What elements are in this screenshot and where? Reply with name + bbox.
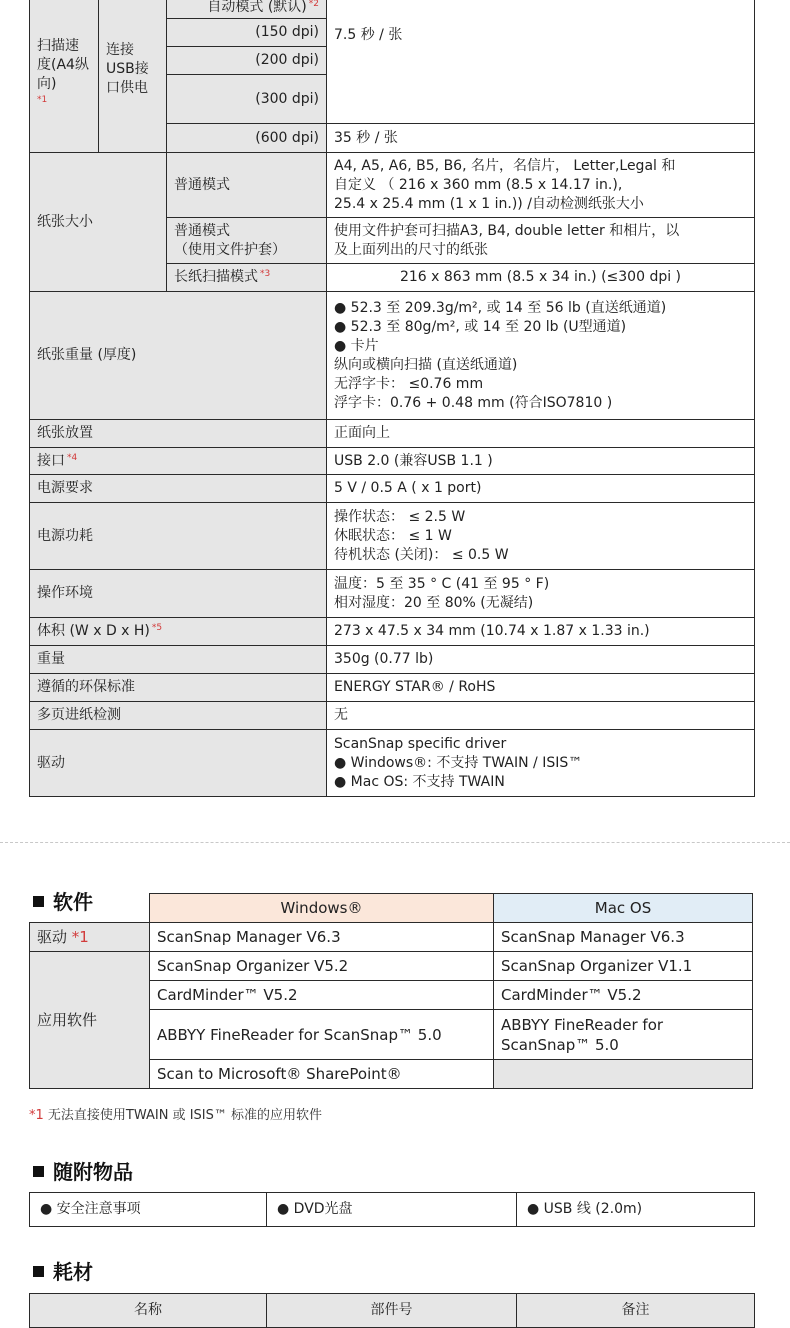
software-driver-note: *1 — [71, 928, 89, 946]
power-line: 休眠状态： ≤ 1 W — [334, 527, 452, 544]
driver-line: ● Windows®: 不支持 TWAIN / ISIS™ — [334, 754, 583, 771]
scan-speed-note: *1 — [37, 95, 48, 105]
software-heading-text: 软件 — [53, 890, 93, 914]
software-corner — [30, 894, 150, 923]
driver-label: 驱动 — [30, 730, 327, 797]
accessories-table — [29, 1192, 755, 1227]
dpi-600-cell: (600 dpi) — [167, 124, 327, 153]
weight-line: 浮字卡：0.76 + 0.48 mm (符合ISO7810 ) — [334, 394, 613, 411]
consumables-table — [29, 1293, 755, 1328]
paper-placement-value: 正面向上 — [327, 420, 755, 448]
env-line: 相对湿度：20 至 80% (无凝结) — [334, 594, 534, 611]
driver-line: ● Mac OS: 不支持 TWAIN — [334, 773, 505, 790]
long-mode-text: 长纸扫描模式 — [174, 269, 258, 285]
speed-600-value: 35 秒 / 张 — [327, 124, 755, 153]
dimensions-value: 273 x 47.5 x 34 mm (10.74 x 1.87 x 1.33 in.) — [327, 618, 755, 646]
spec-table — [29, 0, 755, 797]
app-windows: ScanSnap Organizer V5.2 — [150, 952, 494, 981]
environment-value — [327, 570, 755, 618]
windows-header: Windows® — [150, 894, 494, 923]
accessory-item: ● 安全注意事项 — [30, 1193, 267, 1227]
interface-text: 接口 — [37, 452, 65, 469]
multifeed-label: 多页进纸检测 — [30, 702, 327, 730]
interface-label — [30, 448, 327, 475]
app-mac: ABBYY FineReader for ScanSnap™ 5.0 — [494, 1010, 753, 1060]
footnote-text: 无法直接使用TWAIN 或 ISIS™ 标准的应用软件 — [43, 1108, 323, 1123]
multifeed-value: 无 — [327, 702, 755, 730]
app-mac-empty — [494, 1060, 753, 1089]
software-table — [29, 893, 753, 1089]
accessory-item: ● USB 线 (2.0m) — [517, 1193, 755, 1227]
weight-value: 350g (0.77 lb) — [327, 646, 755, 674]
dimensions-label — [30, 618, 327, 646]
long-mode-note: *3 — [260, 269, 271, 279]
dpi-300-cell: (300 dpi) — [167, 75, 327, 124]
interface-note: *4 — [67, 452, 78, 463]
app-mac: CardMinder™ V5.2 — [494, 981, 753, 1010]
consumables-col-part: 部件号 — [267, 1294, 517, 1328]
long-mode-value: 216 x 863 mm (8.5 x 34 in.) (≤300 dpi ) — [327, 264, 755, 292]
env-line: 温度：5 至 35 ° C (41 至 95 ° F) — [334, 575, 550, 592]
long-mode-label — [167, 264, 327, 292]
usb-power-label — [99, 0, 167, 153]
power-line: 操作状态： ≤ 2.5 W — [334, 508, 466, 525]
driver-mac: ScanSnap Manager V6.3 — [494, 923, 753, 952]
driver-windows: ScanSnap Manager V6.3 — [150, 923, 494, 952]
sleeve-mode-label — [167, 218, 327, 264]
scan-speed-text: 扫描速度(A4纵向) — [37, 38, 89, 92]
paper-placement-label: 纸张放置 — [30, 420, 327, 448]
app-windows: Scan to Microsoft® SharePoint® — [150, 1060, 494, 1089]
consumables-heading — [33, 1260, 93, 1284]
app-windows: ABBYY FineReader for ScanSnap™ 5.0 — [150, 1010, 494, 1060]
software-driver-label — [30, 923, 150, 952]
weight-line: 无浮字卡： ≤0.76 mm — [334, 375, 484, 392]
normal-line: A4, A5, A6, B5, B6, 名片，名信片， Letter,Legal 和 — [334, 157, 676, 174]
sleeve-value-line: 使用文件护套可扫描A3, B4, double letter 和相片，以 — [334, 222, 680, 239]
accessory-item: ● DVD光盘 — [267, 1193, 517, 1227]
weight-line: 纵向或横向扫描 (直送纸通道) — [334, 356, 518, 373]
app-mac: ScanSnap Organizer V1.1 — [494, 952, 753, 981]
normal-mode-value — [327, 153, 755, 218]
environment-label: 操作环境 — [30, 570, 327, 618]
dpi-150-cell: (150 dpi) — [167, 19, 327, 47]
accessories-heading — [33, 1160, 133, 1184]
interface-value: USB 2.0 (兼容USB 1.1 ) — [327, 448, 755, 475]
sleeve-line: （使用文件护套） — [174, 241, 286, 258]
paper-size-label: 纸张大小 — [30, 153, 167, 292]
square-bullet-icon — [33, 1266, 44, 1277]
auto-mode-note: *2 — [308, 0, 319, 9]
paper-weight-value — [327, 292, 755, 420]
eco-value: ENERGY STAR® / RoHS — [327, 674, 755, 702]
eco-label: 遵循的环保标准 — [30, 674, 327, 702]
footnote-mark: *1 — [29, 1108, 44, 1123]
power-consumption-label: 电源功耗 — [30, 503, 327, 570]
usb-power-text: 连接USB接口供电 — [106, 42, 149, 96]
speed-normal-value — [327, 0, 755, 124]
weight-line: ● 52.3 至 209.3g/m², 或 14 至 56 lb (直送纸通道) — [334, 299, 667, 316]
apps-label: 应用软件 — [30, 952, 150, 1089]
driver-value — [327, 730, 755, 797]
software-footnote — [29, 1104, 322, 1123]
power-req-label: 电源要求 — [30, 475, 327, 503]
driver-line: ScanSnap specific driver — [334, 735, 507, 752]
scan-speed-label — [30, 0, 99, 153]
software-driver-text: 驱动 — [37, 928, 68, 946]
weight-label: 重量 — [30, 646, 327, 674]
normal-line: 自定义 （ 216 x 360 mm (8.5 x 14.17 in.), — [334, 176, 623, 193]
weight-line: ● 52.3 至 80g/m², 或 14 至 20 lb (U型通道) — [334, 318, 627, 335]
power-req-value: 5 V / 0.5 A ( x 1 port) — [327, 475, 755, 503]
square-bullet-icon — [33, 1166, 44, 1177]
weight-line: ● 卡片 — [334, 337, 379, 354]
accessories-heading-text: 随附物品 — [53, 1160, 133, 1184]
auto-mode-cell — [167, 0, 327, 19]
dpi-200-cell: (200 dpi) — [167, 47, 327, 75]
app-windows: CardMinder™ V5.2 — [150, 981, 494, 1010]
consumables-col-note: 备注 — [517, 1294, 755, 1328]
dimensions-text: 体积 (W x D x H) — [37, 623, 150, 639]
paper-weight-label: 纸张重量 (厚度) — [30, 292, 327, 420]
dimensions-note: *5 — [151, 623, 163, 633]
sleeve-line: 普通模式 — [174, 222, 230, 239]
section-divider — [0, 842, 790, 843]
power-line: 待机状态 (关闭)： ≤ 0.5 W — [334, 546, 509, 563]
normal-line: 25.4 x 25.4 mm (1 x 1 in.)) /自动检测纸张大小 — [334, 195, 644, 212]
consumables-heading-text: 耗材 — [53, 1260, 93, 1284]
power-consumption-value — [327, 503, 755, 570]
mac-header: Mac OS — [494, 894, 753, 923]
consumables-col-name: 名称 — [30, 1294, 267, 1328]
auto-mode-text: 自动模式 (默认) — [207, 0, 307, 15]
sleeve-mode-value — [327, 218, 755, 264]
sleeve-value-line: 及上面列出的尺寸的纸张 — [334, 241, 488, 258]
speed-normal-text: 7.5 秒 / 张 — [334, 27, 403, 43]
normal-mode-label: 普通模式 — [167, 153, 327, 218]
